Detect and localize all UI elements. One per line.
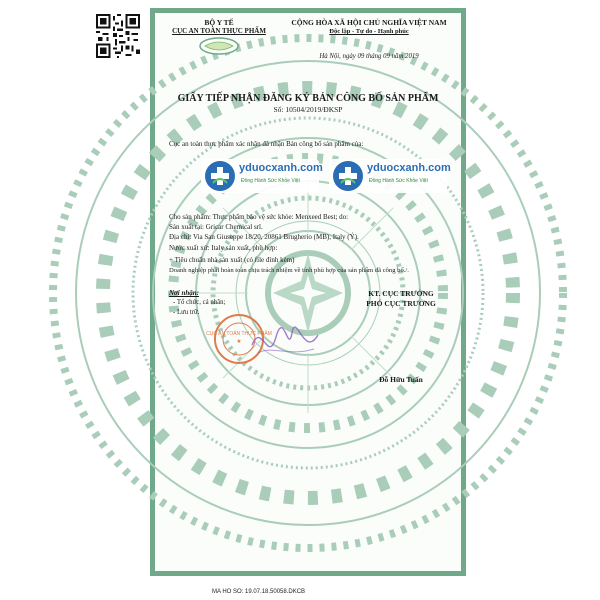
signer-title-2: PHÓ CỤC TRƯỞNG: [366, 299, 436, 308]
product-line: Cho sản phẩm: Thực phẩm bảo vệ sức khỏe: Menxeed Best; do:: [169, 213, 349, 221]
svg-text:★: ★: [236, 339, 242, 345]
handwritten-signature: [248, 315, 322, 375]
agency-name: CỤC AN TOÀN THỰC PHẨM: [172, 27, 266, 35]
signer-title-1: KT. CỤC TRƯỞNG: [368, 289, 434, 298]
dossier-code: MA HO SO: 19.07.18.50058.DKCB: [212, 589, 306, 595]
watermark-tagline: Đồng Hành Sức Khỏe Việt: [241, 178, 300, 184]
certificate-page: [150, 8, 466, 576]
cross-icon: [205, 161, 235, 191]
ministry-name: BỘ Y TẾ: [204, 18, 234, 27]
svg-text:CỤC AN TOÀN THỰC PHẨM: CỤC AN TOÀN THỰC PHẨM: [206, 331, 272, 337]
watermark-tagline: Đồng Hành Sức Khỏe Việt: [369, 178, 428, 184]
signer-name: Đỗ Hữu Tuấn: [379, 375, 423, 384]
cross-icon: [333, 161, 363, 191]
republic-name: CỘNG HÒA XÃ HỘI CHỦ NGHĨA VIỆT NAM: [291, 18, 447, 27]
standard-line: + Tiêu chuẩn nhà sản xuất (có file đính kèm): [169, 256, 295, 264]
national-motto: Độc lập - Tự do - Hạnh phúc: [329, 28, 409, 35]
watermark-logo: [329, 159, 451, 193]
origin-line: Nước xuất xứ: Italy sản xuất, phù hợp:: [169, 244, 278, 252]
certificate-title: GIẤY TIẾP NHẬN ĐĂNG KÝ BẢN CÔNG BỐ SẢN PHẨM: [177, 93, 439, 104]
intro-text: Cục an toàn thực phẩm xác nhận đã nhận Bản công bố sản phẩm của:: [169, 140, 364, 148]
watermark-brand: yduocxanh.com: [367, 162, 451, 174]
manufacturer-line: Sản xuất tại: Gricar Chemical srl.: [169, 223, 263, 231]
qr-code: [96, 14, 140, 58]
address-line: Địa chỉ: Via San Giuseppe 18/20, 20861 Brugherio (MB), Italy (Ý).: [169, 233, 359, 241]
place-and-date: Hà Nội, ngày 09 tháng 09 năm 2019: [319, 53, 419, 60]
recipient-item: - Tổ chức, cá nhân;: [173, 299, 226, 306]
agency-logo: [199, 37, 239, 55]
recipients-heading: Nơi nhận:: [169, 289, 200, 297]
watermark-brand: yduocxanh.com: [239, 162, 323, 174]
recipient-item: - Lưu trữ.: [173, 309, 200, 316]
watermark-logo: [201, 159, 323, 193]
responsibility-line: Doanh nghiệp phải hoàn toàn chịu trách nhiệm về tính phù hợp của sản phẩm đã công bố./.: [169, 267, 409, 274]
certificate-number: Số: 10504/2019/ĐKSP: [273, 105, 343, 114]
